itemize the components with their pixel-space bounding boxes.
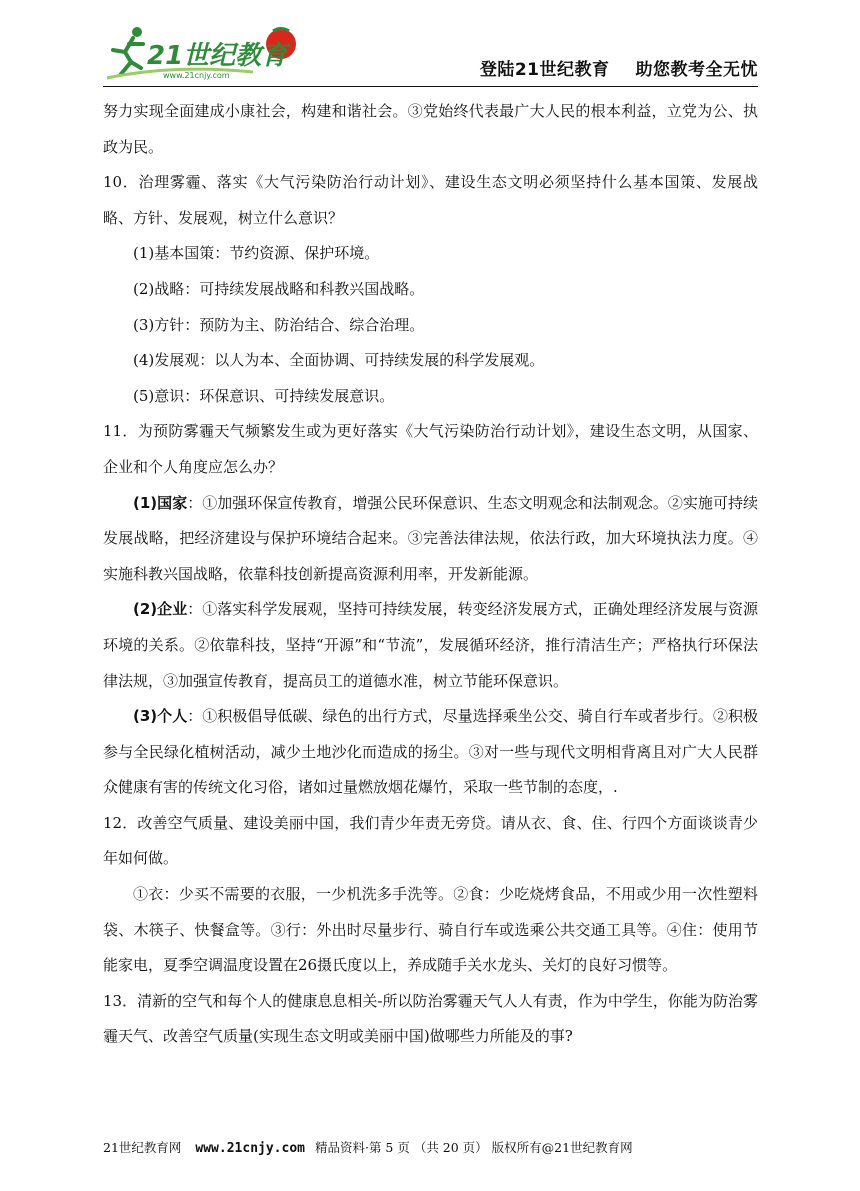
answer-12: ①衣：少买不需要的衣服，一少机洗多手洗等。②食：少吃烧烤食品，不用或少用一次性塑料袋、木筷子、快餐盒等。③行：外出时尽量步行、骑自行车或选乘公共交通工具等。④住：使用节能家电，夏季空调温度设置在26摄氏度以上，养成随手关水龙头、关灯的良好习惯等。 [103, 885, 758, 975]
answer-11-enterprise [103, 592, 758, 699]
document-body [103, 94, 758, 1055]
question-12: 12．改善空气质量、建设美丽中国，我们青少年责无旁贷。请从衣、食、住、行四个方面谈谈青少年如何做。 [103, 813, 758, 868]
logo-url: www.21cnjy.com [163, 71, 230, 80]
footer-left: 21世纪教育网 [103, 1140, 182, 1155]
footer-right: 精品资料·第 5 页 （共 20 页） 版权所有@21世纪教育网 [314, 1140, 633, 1155]
answer-10-5: (5)意识：环保意识、可持续发展意识。 [133, 386, 395, 405]
answer-11-individual-text: ：①积极倡导低碳、绿色的出行方式，尽量选择乘坐公交、骑自行车或者步行。②积极参与全民绿化植树活动，减少土地沙化而造成的扬尘。③对一些与现代文明相背离且对广大人民群众健康有害的传统文化习俗，诸如过量燃放烟花爆竹，采取一些节制的态度，. [103, 707, 758, 797]
page-header [103, 22, 758, 86]
footer-site-link[interactable]: www.21cnjy.com [195, 1141, 305, 1156]
question-10: 10．治理雾霾、落实《大气污染防治行动计划》、建设生态文明必须坚持什么基本国策、发展战略、方针、发展观，树立什么意识？ [103, 173, 758, 227]
answer-10-2: (2)战略：可持续发展战略和科教兴国战略。 [133, 279, 425, 298]
site-logo [103, 22, 303, 84]
answer-11-enterprise-text: ：①落实科学发展观，坚持可持续发展，转变经济发展方式，正确处理经济发展与资源环境的关系。②依靠科技，坚持“开源”和“节流”，发展循环经济，推行清洁生产；严格执行环保法律法规，③加强宣传教育，提高员工的道德水准，树立节能环保意识。 [103, 600, 758, 690]
logo-text: 21世纪教育 [147, 41, 288, 71]
paragraph-continued: 努力实现全面建成小康社会，构建和谐社会。③党始终代表最广大人民的根本利益，立党为公、执政为民。 [103, 102, 758, 156]
answer-11-individual [103, 699, 758, 806]
question-11: 11．为预防雾霾天气频繁发生或为更好落实《大气污染防治行动计划》，建设生态文明，从国家、企业和个人角度应怎么办？ [103, 422, 758, 476]
header-divider [103, 86, 758, 87]
answer-11-country-label: (1)国家 [133, 493, 188, 512]
answer-10-4: (4)发展观：以人为本、全面协调、可持续发展的科学发展观。 [133, 351, 545, 370]
answer-11-enterprise-label: (2)企业 [133, 600, 188, 619]
answer-11-country [103, 486, 758, 593]
answer-10-3: (3)方针：预防为主、防治结合、综合治理。 [133, 315, 425, 334]
question-13: 13．清新的空气和每个人的健康息息相关-所以防治雾霾天气人人有责，作为中学生，你能为防治雾霾天气、改善空气质量(实现生态文明或美丽中国)做哪些力所能及的事? [103, 991, 758, 1046]
slogan-left: 登陆21世纪教育 [479, 60, 610, 80]
answer-10-1: (1)基本国策：节约资源、保护环境。 [133, 244, 380, 263]
page-footer [103, 1138, 758, 1156]
slogan-right: 助您教考全无忧 [635, 60, 758, 80]
answer-11-country-text: ：①加强环保宣传教育，增强公民环保意识、生态文明观念和法制观念。②实施可持续发展战略，把经济建设与保护环境结合起来。③完善法律法规，依法行政，加大环境执法力度。④实施科教兴国战略，依靠科技创新提高资源利用率，开发新能源。 [103, 493, 758, 583]
header-slogan [480, 55, 758, 80]
answer-11-individual-label: (3)个人 [133, 707, 188, 726]
